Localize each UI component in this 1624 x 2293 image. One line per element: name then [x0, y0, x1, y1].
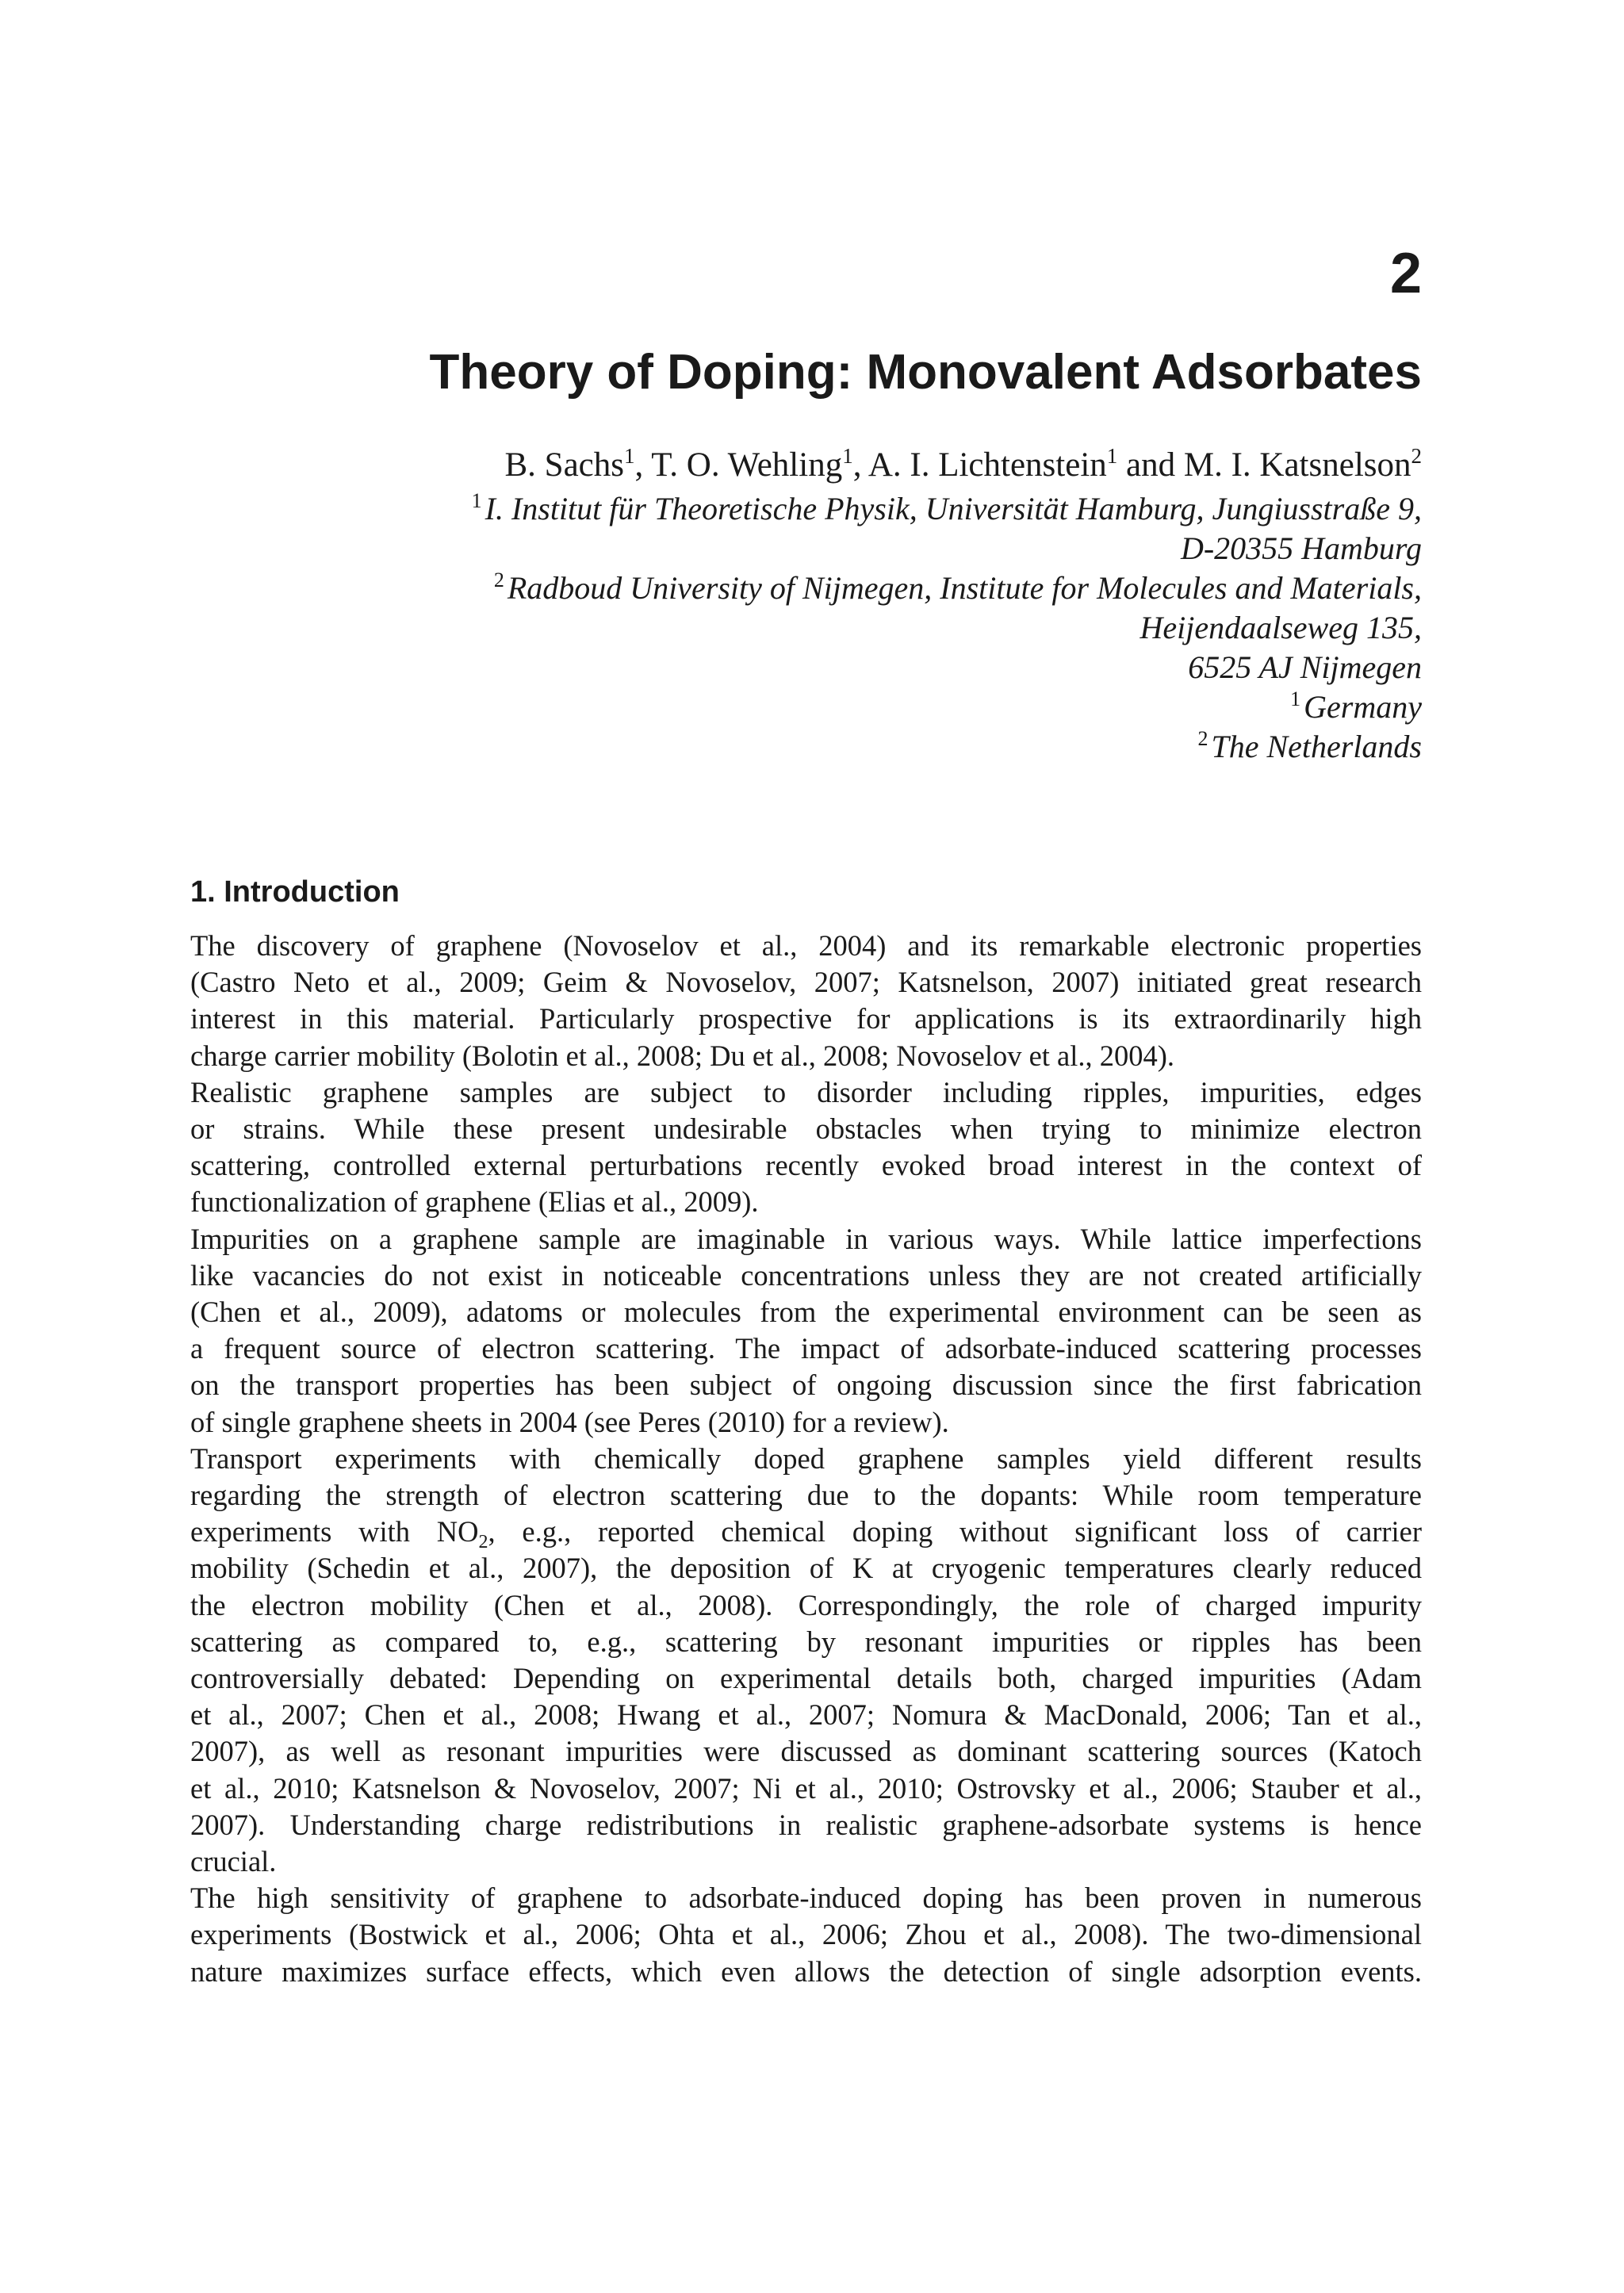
text-segment: , e.g., reported chemical doping without significant loss of carrier — [488, 1515, 1422, 1548]
author-affiliation-marker: 2 — [1411, 444, 1422, 468]
affiliation-text: The Netherlands — [1211, 729, 1422, 764]
text-line: 2007), as well as resonant impurities were discussed as dominant scattering sources (Katoch — [190, 1735, 1422, 1768]
text-line — [190, 1514, 1422, 1553]
affiliation-text: I. Institut für Theoretische Physik, Universität Hamburg, Jungiusstraße 9, — [485, 491, 1422, 526]
affiliations — [153, 489, 1422, 767]
text-line: on the transport properties has been subject of ongoing discussion since the first fabrication — [190, 1369, 1422, 1402]
text-line: functionalization of graphene (Elias et al., 2009). — [190, 1185, 759, 1219]
text-line: et al., 2007; Chen et al., 2008; Hwang et al., 2007; Nomura & MacDonald, 2006; Tan et al., — [190, 1698, 1422, 1732]
author-separator: , — [852, 446, 868, 484]
affiliation-line — [153, 648, 1422, 687]
affiliation-marker: 2 — [1197, 727, 1208, 750]
text-line: a frequent source of electron scattering. The impact of adsorbate-induced scattering processes — [190, 1332, 1422, 1365]
text-line: mobility (Schedin et al., 2007), the deposition of K at cryogenic temperatures clearly reduced — [190, 1552, 1422, 1585]
section-heading-introduction: 1. Introduction — [190, 875, 400, 909]
affiliation-line — [153, 727, 1422, 767]
text-line: The discovery of graphene (Novoselov et al., 2004) and its remarkable electronic properties — [190, 929, 1422, 962]
text-line: the electron mobility (Chen et al., 2008). Correspondingly, the role of charged impurity — [190, 1588, 1422, 1621]
chapter-number: 2 — [1389, 242, 1422, 305]
author-list — [504, 442, 1422, 489]
text-line: scattering, controlled external perturbations recently evoked broad interest in the context of — [190, 1149, 1422, 1182]
text-line: of single graphene sheets in 2004 (see Peres (2010) for a review). — [190, 1405, 949, 1438]
text-line: 2007). Understanding charge redistributions in realistic graphene-adsorbate systems is hence — [190, 1808, 1422, 1841]
text-line: like vacancies do not exist in noticeable concentrations unless they are not created artificially — [190, 1258, 1422, 1292]
author-separator: and — [1117, 446, 1184, 484]
affiliation-marker: 2 — [493, 568, 504, 591]
text-line: experiments (Bostwick et al., 2006; Ohta et al., 2006; Zhou et al., 2008). The two-dimensional — [190, 1918, 1422, 1951]
text-line: interest in this material. Particularly prospective for applications is its extraordinarily high — [190, 1002, 1422, 1035]
paragraph — [190, 1074, 1422, 1221]
author-name: M. I. Katsnelson — [1183, 446, 1411, 484]
text-line: or strains. While these present undesirable obstacles when trying to minimize electron — [190, 1112, 1422, 1146]
affiliation-marker: 1 — [1290, 687, 1301, 710]
author-name: A. I. Lichtenstein — [868, 446, 1107, 484]
chapter-title: Theory of Doping: Monovalent Adsorbates — [429, 345, 1422, 400]
affiliation-text: D-20355 Hamburg — [1180, 530, 1422, 566]
paragraph — [190, 928, 1422, 1074]
introduction-body — [190, 928, 1422, 1990]
text-line: controversially debated: Depending on experimental details both, charged impurities (Adam — [190, 1662, 1422, 1695]
author-separator: , — [634, 446, 652, 484]
text-line: et al., 2010; Katsnelson & Novoselov, 2007; Ni et al., 2010; Ostrovsky et al., 2006; Stauber et al., — [190, 1771, 1422, 1805]
text-line: crucial. — [190, 1845, 277, 1878]
affiliation-text: Heijendaalseweg 135, — [1139, 610, 1422, 645]
affiliation-line — [153, 608, 1422, 648]
affiliation-text: Germany — [1304, 689, 1422, 725]
paragraph — [190, 1441, 1422, 1880]
author-affiliation-marker: 1 — [1106, 444, 1118, 468]
paragraph — [190, 1880, 1422, 1990]
affiliation-line — [153, 529, 1422, 568]
affiliation-marker: 1 — [471, 489, 482, 512]
text-line: nature maximizes surface effects, which even allows the detection of single adsorption events. — [190, 1954, 1422, 1988]
affiliation-text: Radboud University of Nijmegen, Institute for Molecules and Materials, — [507, 570, 1422, 606]
affiliation-line — [153, 489, 1422, 529]
author-name: B. Sachs — [504, 446, 624, 484]
affiliation-line — [153, 568, 1422, 608]
paragraph — [190, 1221, 1422, 1441]
text-line: regarding the strength of electron scattering due to the dopants: While room temperature — [190, 1479, 1422, 1512]
affiliation-line — [153, 687, 1422, 727]
text-line: Realistic graphene samples are subject to disorder including ripples, impurities, edges — [190, 1075, 1422, 1108]
author-name: T. O. Wehling — [651, 446, 843, 484]
text-line: Impurities on a graphene sample are imaginable in various ways. While lattice imperfections — [190, 1222, 1422, 1255]
text-line: charge carrier mobility (Bolotin et al., 2008; Du et al., 2008; Novoselov et al., 2004). — [190, 1039, 1175, 1072]
text-segment: experiments with NO — [190, 1515, 479, 1548]
text-line: scattering as compared to, e.g., scattering by resonant impurities or ripples has been — [190, 1625, 1422, 1658]
text-line: The high sensitivity of graphene to adsorbate-induced doping has been proven in numerous — [190, 1881, 1422, 1915]
author-affiliation-marker: 1 — [623, 444, 635, 468]
text-line: Transport experiments with chemically doped graphene samples yield different results — [190, 1441, 1422, 1475]
affiliation-text: 6525 AJ Nijmegen — [1188, 649, 1422, 685]
author-affiliation-marker: 1 — [842, 444, 853, 468]
text-line: (Castro Neto et al., 2009; Geim & Novoselov, 2007; Katsnelson, 2007) initiated great research — [190, 966, 1422, 999]
text-line: (Chen et al., 2009), adatoms or molecules from the experimental environment can be seen as — [190, 1296, 1422, 1329]
subscript: 2 — [478, 1532, 488, 1553]
